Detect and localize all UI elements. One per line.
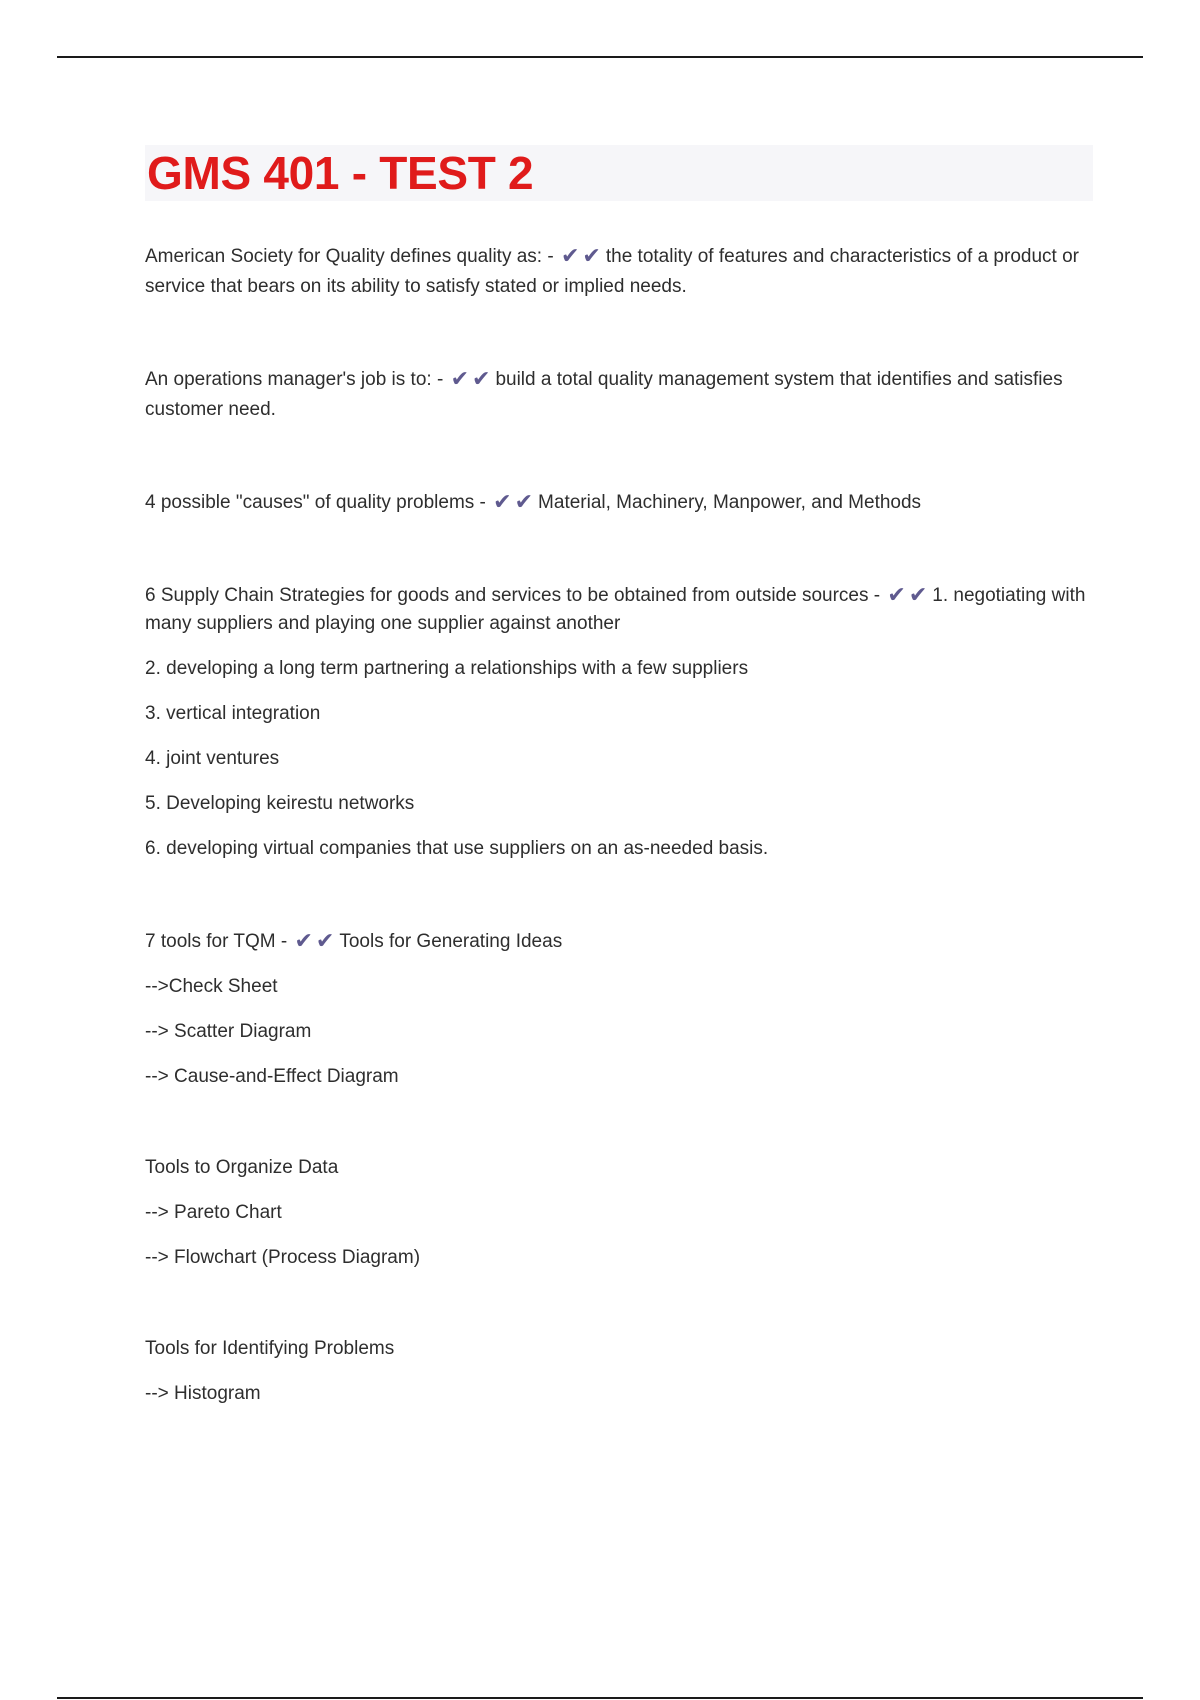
- checkmark-icon: ✔: [472, 366, 491, 391]
- answer-text: Material, Machinery, Manpower, and Methods: [538, 492, 922, 513]
- answer-text: the totality of features and characteristics of a product or service that bears on its ability to satisfy stated or implied needs.: [145, 246, 1079, 297]
- list-item: 4. joint ventures: [145, 748, 280, 769]
- list-item: 2. developing a long term partnering a relationships with a few suppliers: [145, 658, 749, 679]
- question-text: An operations manager's job is to: -: [145, 369, 444, 390]
- list-item: -->Check Sheet: [145, 976, 278, 997]
- checkmark-icon: ✔: [560, 243, 580, 268]
- list-item: --> Scatter Diagram: [145, 1021, 312, 1042]
- qa-paragraph: [145, 581, 1093, 638]
- top-rule: [57, 56, 1143, 58]
- group-heading: Tools for Identifying Problems: [145, 1338, 395, 1359]
- question-text: American Society for Quality defines quality as: -: [145, 246, 554, 267]
- question-text: 6 Supply Chain Strategies for goods and services to be obtained from outside sources -: [145, 585, 881, 606]
- answer-checks: [560, 243, 604, 268]
- qa-block: [145, 926, 1093, 1409]
- answer-text: 1. negotiating with many suppliers and playing one supplier against another: [145, 585, 1086, 634]
- qa-paragraph: [145, 241, 1093, 302]
- bottom-rule: [57, 1697, 1143, 1699]
- list-item: --> Pareto Chart: [145, 1202, 282, 1223]
- qa-block: [145, 364, 1093, 425]
- checkmark-icon: ✔: [887, 582, 906, 607]
- checkmark-icon: ✔: [908, 582, 928, 607]
- list-item: --> Histogram: [145, 1383, 261, 1404]
- qa-block: [145, 241, 1093, 302]
- qa-block: [145, 487, 1093, 518]
- document-body: [145, 145, 1093, 1409]
- list-item: --> Flowchart (Process Diagram): [145, 1247, 421, 1268]
- answer-text: Tools for Generating Ideas: [339, 931, 563, 952]
- checkmark-icon: ✔: [450, 366, 470, 391]
- answer-checks: [493, 489, 536, 514]
- qa-paragraph: [145, 487, 1093, 518]
- answer-checks: [294, 928, 337, 953]
- qa-block: [145, 581, 1093, 864]
- list-item: --> Cause-and-Effect Diagram: [145, 1066, 399, 1087]
- group-heading: Tools to Organize Data: [145, 1157, 339, 1178]
- question-text: 7 tools for TQM -: [145, 931, 288, 952]
- qa-paragraph: [145, 926, 1093, 957]
- title-band: [145, 145, 1093, 201]
- checkmark-icon: ✔: [315, 928, 335, 953]
- checkmark-icon: ✔: [493, 489, 512, 514]
- answer-checks: [887, 582, 930, 607]
- checkmark-icon: ✔: [294, 928, 313, 953]
- checkmark-icon: ✔: [514, 489, 534, 514]
- list-item: 3. vertical integration: [145, 703, 321, 724]
- question-text: 4 possible "causes" of quality problems -: [145, 492, 486, 513]
- answer-checks: [450, 366, 494, 391]
- qa-paragraph: [145, 364, 1093, 425]
- checkmark-icon: ✔: [582, 243, 601, 268]
- answer-text: build a total quality management system that identifies and satisfies customer need.: [145, 369, 1063, 420]
- list-item: 5. Developing keirestu networks: [145, 793, 415, 814]
- document-title: GMS 401 - TEST 2: [147, 147, 534, 199]
- list-item: 6. developing virtual companies that use suppliers on an as-needed basis.: [145, 838, 769, 859]
